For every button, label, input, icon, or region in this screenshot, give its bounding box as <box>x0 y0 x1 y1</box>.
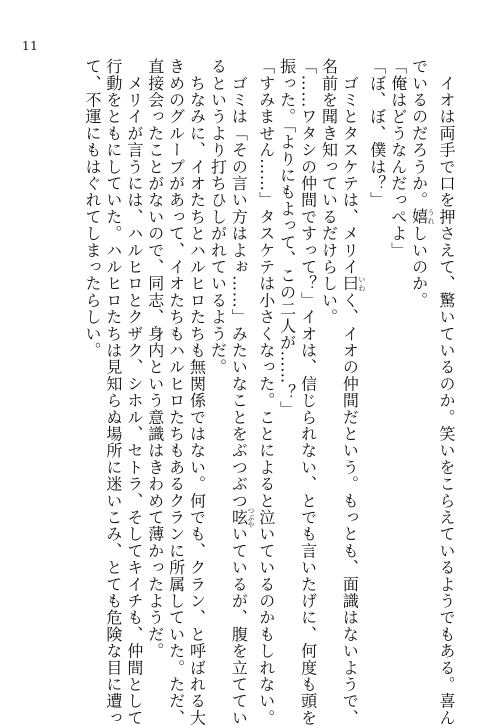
text-segment: く、イオの仲間だという。もっとも、面識はないようで、 <box>340 291 360 726</box>
text-segment: て、不運にもはぐれてしまったらしい。 <box>83 58 102 359</box>
ruby-annotation <box>229 506 255 528</box>
ruby-reading: うれ <box>427 208 436 226</box>
text-segment: 振った。「よりにもよって、この二人が……？」 <box>277 58 297 418</box>
text-line <box>276 58 297 665</box>
text-segment: メリイが言うには、ハルヒロとクザク、シホル、セトラ、そしてキイチも、仲間として <box>124 58 144 726</box>
text-line <box>207 58 228 665</box>
text-segment: 行動をともにしていた。ハルヒロたちは見知らぬ場所に迷いこみ、とても危険な目に遭っ <box>103 58 123 726</box>
ruby-annotation <box>340 275 366 292</box>
ruby-annotation <box>409 208 436 226</box>
text-segment: ゴミとタスケテは、メリイ <box>340 58 360 276</box>
text-line <box>123 58 144 726</box>
text-segment: しいのか。 <box>409 225 429 309</box>
text-segment: 「すみません……」タスケテは小さくなった。ことによると泣いているのかもしれない。 <box>256 58 276 726</box>
ruby-base: 呟 <box>229 506 249 528</box>
text-segment: るというより打ちひしがれているようだ。 <box>208 58 228 376</box>
text-line <box>408 58 435 665</box>
text-line <box>318 58 339 665</box>
text-segment: イオは両手で口を押さえて、驚いているのか。笑いをこらえているようでもある。喜ん <box>437 58 456 726</box>
text-segment: ゴミは「その言い方はよぉ……」みたいなことをぶつぶつ <box>229 58 249 509</box>
text-segment: ちなみに、イオたちとハルヒロたちも無関係ではない。何でも、クラン、と呼ばれる大 <box>187 58 207 726</box>
text-line <box>81 58 102 665</box>
text-segment: でいるのだろうか。 <box>409 58 429 209</box>
text-segment: 「ぼ、ぼ、僕は？」 <box>367 58 387 209</box>
text-line <box>297 58 318 726</box>
text-segment: 直接会ったことがないので、同志、身内という意識はきわめて薄かったようだ。 <box>145 58 165 660</box>
ruby-base: 曰 <box>340 275 360 292</box>
text-line <box>144 58 165 665</box>
text-segment: 「俺はどうなんだっぺよ」 <box>388 58 408 259</box>
text-line <box>366 58 387 665</box>
text-segment: 「……ワタシの仲間ですって？」イオは、信じられない、とでも言いたげに、何度も頭を <box>298 58 318 726</box>
ruby-reading: いわ <box>357 275 366 292</box>
text-segment: 名前を聞き知っているだけらしい。 <box>319 58 339 326</box>
text-line <box>102 58 123 726</box>
text-segment: いているが、腹を立ててい <box>229 525 249 726</box>
ruby-reading: つぶや <box>246 506 255 528</box>
text-line <box>338 58 366 726</box>
page-number: 11 <box>22 39 39 53</box>
text-line <box>255 58 276 726</box>
text-segment: きめのグループがあって、イオたちもハルヒロたちもあるクランに所属していた。ただ、 <box>166 58 186 726</box>
text-line <box>227 58 255 726</box>
ruby-base: 嬉 <box>409 208 429 226</box>
text-line <box>165 58 186 726</box>
text-line <box>435 58 456 726</box>
vertical-text-body <box>81 58 456 726</box>
text-line <box>186 58 207 726</box>
text-line <box>387 58 408 665</box>
